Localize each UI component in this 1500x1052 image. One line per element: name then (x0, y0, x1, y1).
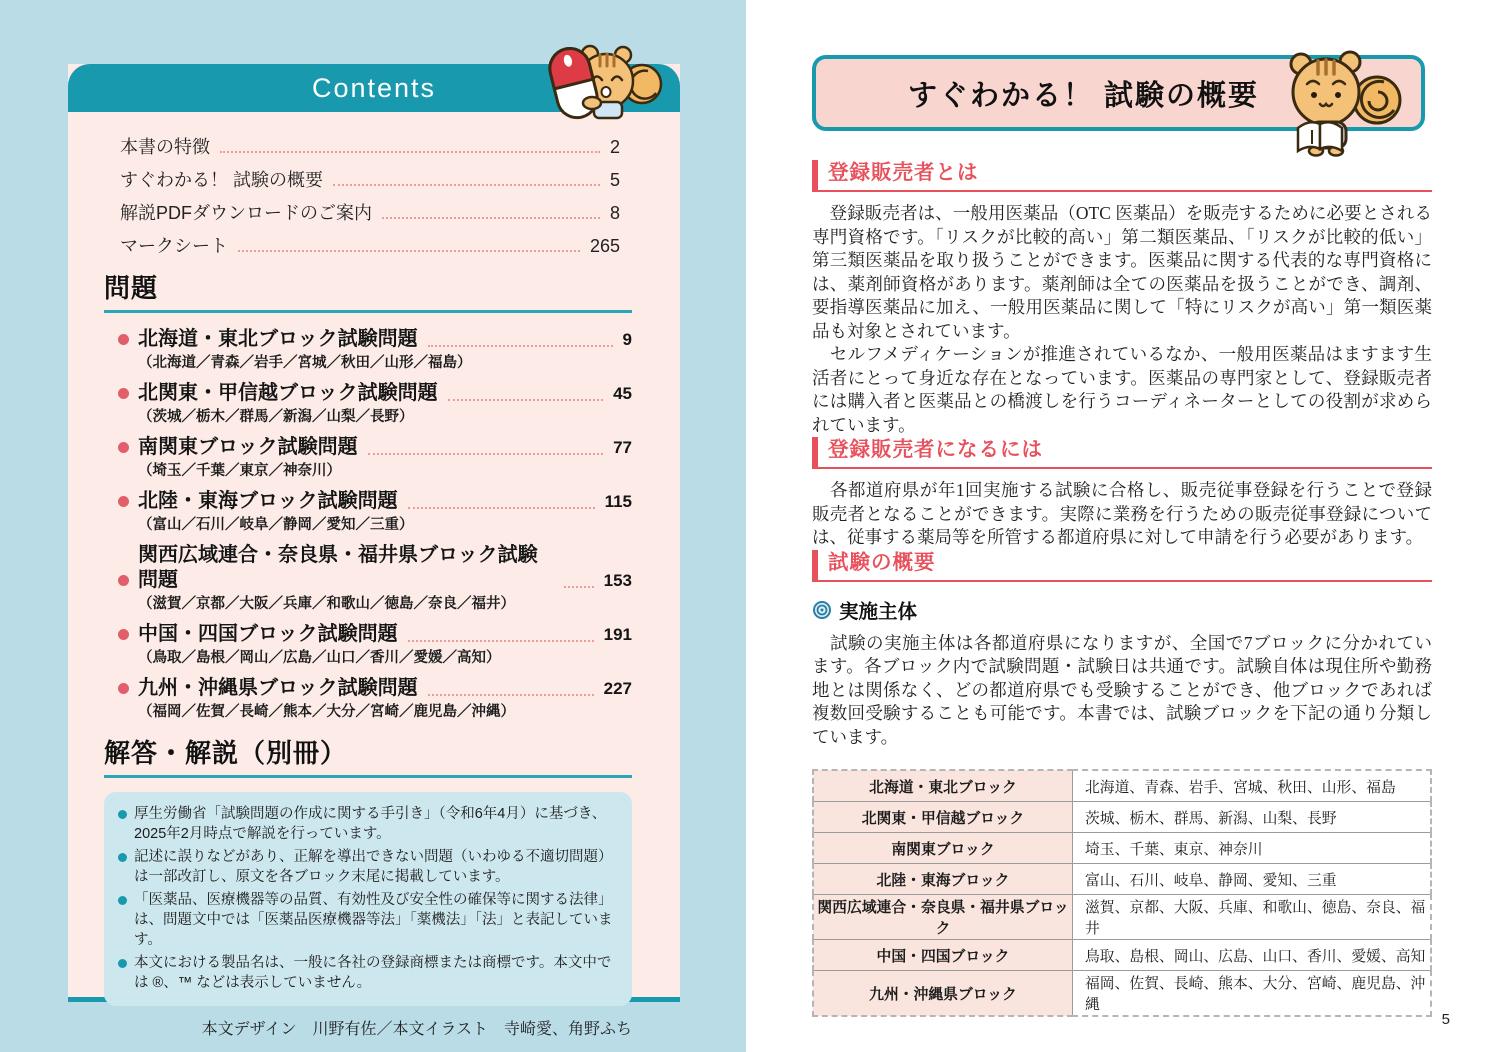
table-row (813, 895, 1431, 940)
toc-page-number: 2 (609, 137, 620, 157)
block-name-cell: 中国・四国ブロック (813, 940, 1073, 971)
block-prefectures: （埼玉／千葉／東京／神奈川） (138, 463, 341, 479)
teal-dot-icon (118, 853, 127, 862)
prefectures-cell: 富山、石川、岐阜、静岡、愛知、三重 (1073, 864, 1432, 895)
problem-block (104, 489, 632, 535)
block-name-cell: 南関東ブロック (813, 833, 1073, 864)
prefectures-cell: 滋賀、京都、大阪、兵庫、和歌山、徳島、奈良、福井 (1073, 895, 1432, 940)
paragraph: 各都道府県が年1回実施する試験に合格し、販売従事登録を行うことで登録販売者となることができます。実際に業務を行うための販売従事登録については、従事する薬局等を所管する都道府県に対して申請を行う必要があります。 (812, 480, 1432, 547)
dotted-leader (564, 586, 594, 588)
exam-overview-page (746, 0, 1500, 1052)
front-matter-list (120, 136, 620, 257)
problem-block (104, 381, 632, 427)
table-row (813, 770, 1431, 802)
red-dot-icon (118, 575, 129, 586)
dotted-leader (333, 184, 600, 186)
red-dot-icon (118, 683, 129, 694)
block-prefectures: （富山／石川／岐阜／静岡／愛知／三重） (138, 517, 414, 533)
block-name-cell: 北海道・東北ブロック (813, 770, 1073, 802)
section-heading-what-is: 登録販売者とは (812, 160, 1432, 192)
block-page-number: 9 (622, 330, 632, 349)
prefectures-cell: 茨城、栃木、群馬、新潟、山梨、長野 (1073, 802, 1432, 833)
block-page-number: 77 (613, 438, 632, 457)
block-title: 北海道・東北ブロック試験問題 (138, 328, 418, 350)
dotted-leader (220, 151, 600, 153)
toc-row (120, 136, 620, 158)
toc-label: すぐわかる！ 試験の概要 (120, 170, 323, 190)
dotted-leader (408, 507, 595, 509)
note-text: 「医薬品、医療機器等の品質、有効性及び安全性の確保等に関する法律」は、問題文中では「医薬品医療機器等法」「薬機法」「法」と表記しています。 (134, 892, 613, 948)
block-title: 北陸・東海ブロック試験問題 (138, 490, 398, 512)
toc-label: 解説PDFダウンロードのご案内 (120, 203, 372, 223)
contents-card (68, 64, 680, 1038)
toc-page-number: 265 (589, 236, 620, 256)
section-heading-exam-overview: 試験の概要 (812, 550, 1432, 582)
prefectures-cell: 北海道、青森、岩手、宮城、秋田、山形、福島 (1073, 770, 1432, 802)
block-name-cell: 北関東・甲信越ブロック (813, 802, 1073, 833)
red-dot-icon (118, 629, 129, 640)
answers-heading: 解答・解説（別冊） (104, 738, 632, 778)
block-prefectures: （滋賀／京都／大阪／兵庫／和歌山／徳島／奈良／福井） (138, 596, 515, 612)
page-title: すぐわかる！ 試験の概要 (907, 79, 1260, 112)
overview-content (812, 160, 1432, 1017)
table-row (813, 802, 1431, 833)
red-dot-icon (118, 334, 129, 345)
block-prefectures: （福岡／佐賀／長崎／熊本／大分／宮崎／鹿児島／沖縄） (138, 704, 515, 720)
toc-page-number: 8 (609, 203, 620, 223)
paragraph: 試験の実施主体は各都道府県になりますが、全国で7ブロックに分かれています。各ブロック内で試験問題・試験日は共通です。試験自体は現住所や勤務地とは関係なく、どの都道府県でも受験することができ、他ブロックであれば複数回受験することも可能です。本書では、試験ブロックを下記の通り分類しています。 (812, 632, 1432, 747)
block-name-cell: 関西広域連合・奈良県・福井県ブロック (813, 895, 1073, 940)
problem-block (104, 435, 632, 481)
block-page-number: 153 (603, 571, 632, 590)
subsection-title: 実施主体 (839, 600, 918, 623)
toc-label: 本書の特徴 (120, 137, 210, 157)
block-name-cell: 九州・沖縄県ブロック (813, 971, 1073, 1017)
problems-heading: 問題 (104, 273, 632, 313)
dotted-leader (238, 250, 580, 252)
block-title: 南関東ブロック試験問題 (138, 436, 358, 458)
note-item (118, 804, 616, 844)
credit-line: 本文デザイン 川野有佐／本文イラスト 寺崎愛、角野ふち (201, 1021, 632, 1038)
squirrel-capsule-mascot-icon (534, 40, 664, 125)
prefectures-cell: 鳥取、島根、岡山、広島、山口、香川、愛媛、高知 (1073, 940, 1432, 971)
section-heading-how-to-become: 登録販売者になるには (812, 437, 1432, 469)
subsection-implementing-body (812, 596, 1432, 624)
block-prefectures: （茨城／栃木／群馬／新潟／山梨／長野） (138, 409, 414, 425)
toc-row (120, 169, 620, 191)
block-name-cell: 北陸・東海ブロック (813, 864, 1073, 895)
table-row (813, 833, 1431, 864)
contents-body (68, 112, 680, 1039)
paragraph: セルフメディケーションが推進されているなか、一般用医薬品はますます生活者にとって身近な存在となっています。医薬品の専門家として、登録販売者には購入者と医薬品との橋渡しを行うコーディネーターとしての役割が求められています。 (812, 344, 1432, 435)
problem-block (104, 622, 632, 668)
exam-block-table (812, 769, 1432, 1017)
teal-dot-icon (118, 896, 127, 905)
note-text: 厚生労働省「試験問題の作成に関する手引き」（令和6年4月）に基づき、2025年2月時点で解説を行っています。 (134, 806, 607, 842)
teal-dot-icon (118, 959, 127, 968)
prefectures-cell: 埼玉、千葉、東京、神奈川 (1073, 833, 1432, 864)
table-row (813, 971, 1431, 1017)
block-page-number: 45 (613, 384, 632, 403)
block-page-number: 227 (603, 679, 632, 698)
dotted-leader (408, 640, 594, 642)
note-item (118, 847, 616, 887)
red-dot-icon (118, 496, 129, 507)
dotted-leader (382, 217, 600, 219)
paragraph: 登録販売者は、一般用医薬品（OTC 医薬品）を販売するために必要とされる専門資格です。「リスクが比較的高い」第二類医薬品、「リスクが比較的低い」第三類医薬品を取り扱うことができます。医薬品に関する代表的な専門資格には、薬剤師資格があります。薬剤師は全ての医薬品を扱うことができ、調剤、要指導医薬品に加え、一般用医薬品に関して「特にリスクが高い」第一類医薬品も対象とされています。 (812, 203, 1432, 341)
toc-row (120, 202, 620, 224)
block-title: 北関東・甲信越ブロック試験問題 (138, 382, 438, 404)
dotted-leader (448, 399, 603, 401)
teal-dot-icon (118, 810, 127, 819)
block-title: 九州・沖縄県ブロック試験問題 (138, 677, 418, 699)
dotted-leader (428, 694, 594, 696)
toc-label: マークシート (120, 236, 228, 256)
note-text: 記述に誤りなどがあり、正解を導出できない問題（いわゆる不適切問題）は一部改訂し、原文を各ブロック末尾に掲載しています。 (134, 849, 613, 885)
block-title: 関西広域連合・奈良県・福井県ブロック試験問題 (138, 544, 538, 591)
block-prefectures: （北海道／青森／岩手／宮城／秋田／山形／福島） (138, 355, 472, 371)
note-item (118, 953, 616, 993)
toc-row (120, 235, 620, 257)
dotted-leader (368, 453, 603, 455)
target-circle-icon (812, 600, 832, 620)
problem-block-list (104, 327, 632, 722)
contents-page (0, 0, 746, 1052)
note-item (118, 890, 616, 950)
dotted-leader (428, 345, 613, 347)
block-prefectures: （鳥取／島根／岡山／広島／山口／香川／愛媛／高知） (138, 650, 501, 666)
problem-block (104, 676, 632, 722)
notes-box (104, 792, 632, 1006)
block-page-number: 191 (603, 625, 632, 644)
red-dot-icon (118, 442, 129, 453)
table-row (813, 864, 1431, 895)
problem-block (104, 543, 632, 614)
block-title: 中国・四国ブロック試験問題 (138, 623, 398, 645)
prefectures-cell: 福岡、佐賀、長崎、熊本、大分、宮崎、鹿児島、沖縄 (1073, 971, 1432, 1017)
squirrel-book-mascot-icon (1274, 48, 1404, 163)
contents-title: Contents (311, 72, 437, 103)
note-text: 本文における製品名は、一般に各社の登録商標または商標です。本文中では ®、™ などは表示していません。 (134, 955, 612, 991)
red-dot-icon (118, 388, 129, 399)
page-number: 5 (1441, 1011, 1450, 1028)
problem-block (104, 327, 632, 373)
toc-page-number: 5 (609, 170, 620, 190)
block-page-number: 115 (604, 492, 632, 511)
table-row (813, 940, 1431, 971)
